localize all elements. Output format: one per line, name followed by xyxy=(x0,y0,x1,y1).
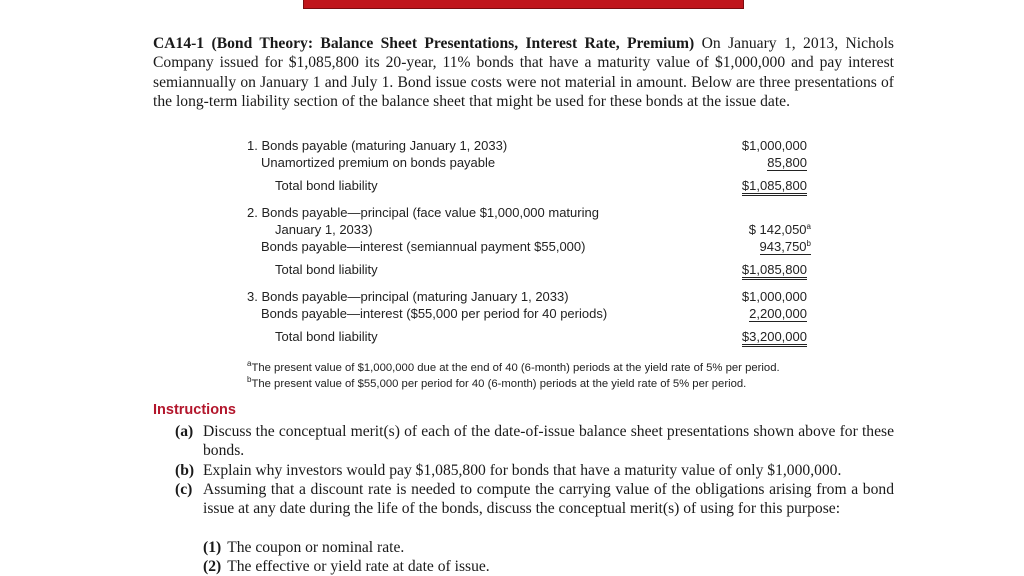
p1-amount2: 85,800 xyxy=(767,155,807,170)
instruction-c: (c) Assuming that a discount rate is needed to compute the carrying value of the obligations arising from a bond issue at any date during the life of the bonds, discuss the conceptual merit(s) of using for this purpose: xyxy=(175,481,894,518)
p2-amount2: 943,750$^b$ xyxy=(759,239,811,254)
footnote-b: $^b$The present value of $55,000 per period for 40 (6-month) periods at the yield rate of 5% per period. xyxy=(247,375,747,390)
p1-total: $1,085,800 xyxy=(742,178,807,196)
p2-line2: Bonds payable—interest (semiannual payment $55,000) xyxy=(261,239,586,254)
p2-total: $1,085,800 xyxy=(742,262,807,280)
footnote-a: $^a$The present value of $1,000,000 due at the end of 40 (6-month) periods at the yield rate of 5% per period. xyxy=(247,359,780,374)
p3-line1: 3. Bonds payable—principal (maturing January 1, 2033) xyxy=(247,289,569,304)
p3-amount1: $1,000,000 xyxy=(741,289,807,304)
p3-line2: Bonds payable—interest ($55,000 per period for 40 periods) xyxy=(261,306,608,321)
problem-body: On January 1, 2013, Nichols Company issued for $1,085,800 its 20-year, 11% bonds that have a maturity value of $1,000,000 and pay interest semiannually on January 1 and July 1. Bond issue costs were not material in amount. Below are three presentations of the long-term liability section of the balance sheet that might be used for these bonds at the issue date. xyxy=(153,35,895,110)
p3-total: $3,200,000 xyxy=(742,329,807,347)
instruction-c1: (1) The coupon or nominal rate. xyxy=(203,539,405,556)
p1-line2: Unamortized premium on bonds payable xyxy=(261,155,496,170)
p3-amount2: 2,200,000 xyxy=(749,306,807,321)
p2-line1b: January 1, 2033) xyxy=(275,222,373,237)
instruction-a: (a) Discuss the conceptual merit(s) of each of the date-of-issue balance sheet presentations shown above for these bonds. xyxy=(175,423,894,460)
p1-total-label: Total bond liability xyxy=(275,178,378,193)
header-banner xyxy=(303,0,744,9)
p1-amount1: $1,000,000 xyxy=(741,138,807,153)
instructions-heading: Instructions xyxy=(153,402,236,418)
p2-line1a: 2. Bonds payable—principal (face value $1,000,000 maturing xyxy=(247,205,599,220)
p3-total-label: Total bond liability xyxy=(275,329,378,344)
p2-amount1: $ 142,050$^a$ xyxy=(748,222,811,237)
problem-title: (Bond Theory: Balance Sheet Presentations, Interest Rate, Premium) xyxy=(211,35,695,52)
instruction-c2: (2) The effective or yield rate at date of issue. xyxy=(203,558,490,575)
problem-statement xyxy=(153,34,894,111)
p1-line1: 1. Bonds payable (maturing January 1, 2033) xyxy=(247,138,508,153)
instruction-b: (b) Explain why investors would pay $1,085,800 for bonds that have a maturity value of only $1,000,000. xyxy=(175,462,842,479)
p2-total-label: Total bond liability xyxy=(275,262,378,277)
problem-code: CA14-1 xyxy=(153,35,205,52)
footnote-a-marker: a xyxy=(806,222,811,231)
footnote-b-marker: b xyxy=(806,239,811,248)
